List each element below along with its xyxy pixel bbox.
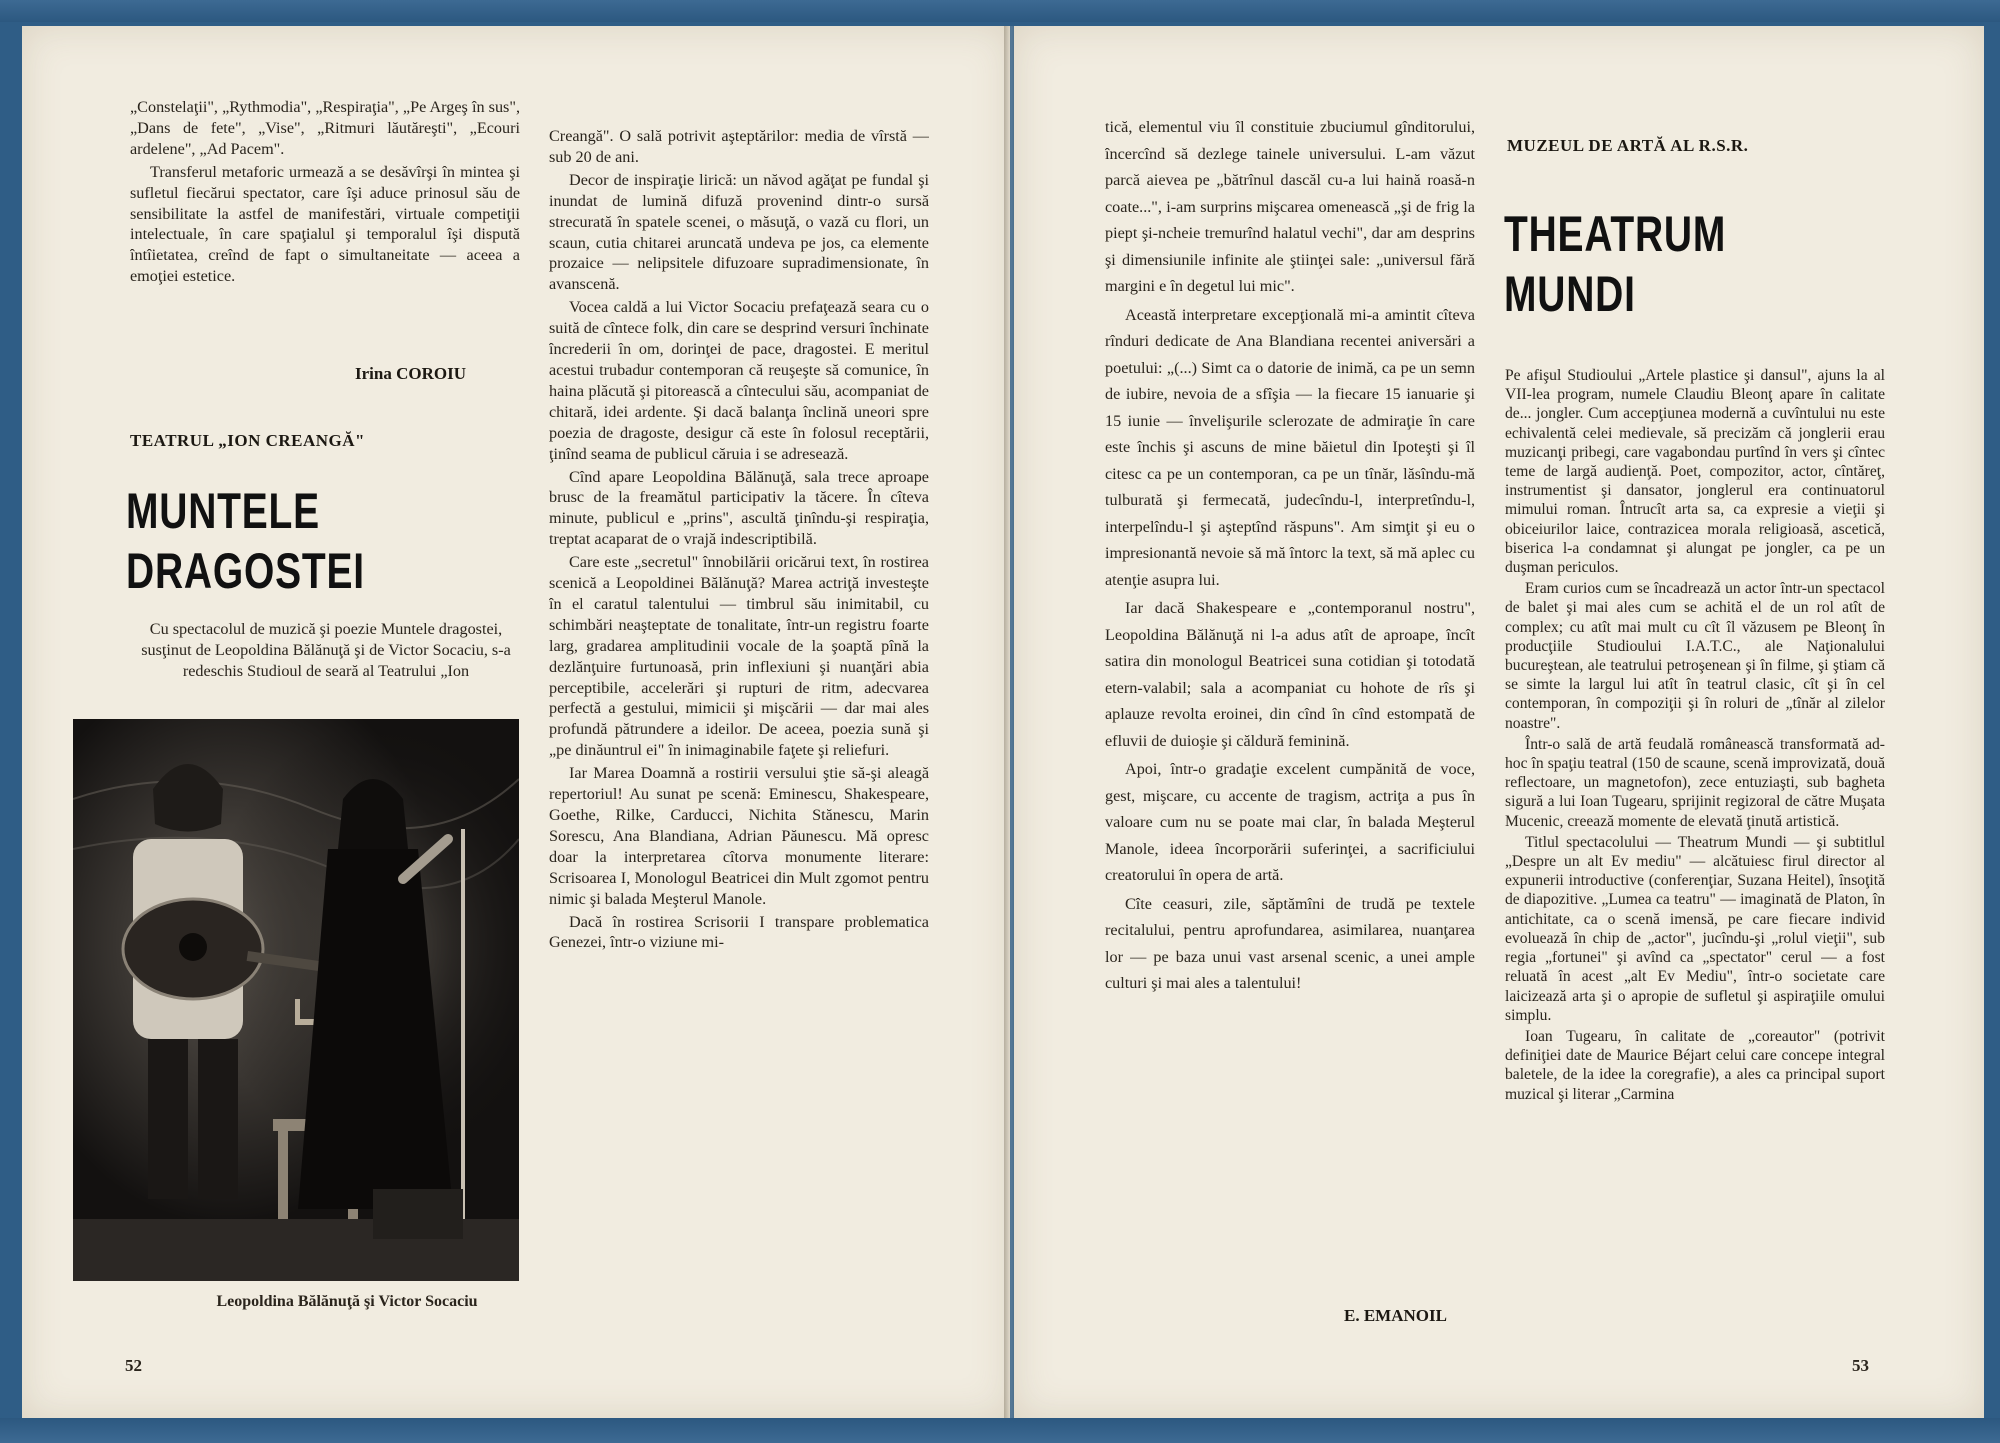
article-title-line1: THEATRUM: [1504, 206, 1727, 262]
cover-edge-bottom: [0, 1418, 2000, 1443]
paragraph: Pe afişul Studioului „Artele plastice şi dansul", ajuns la al VII-lea program, numele Claudiu Bleonţ apare în calitate de... jongler. Cum accepţiunea modernă a cuvîntului nu este echivalentă celei medievale, să precizăm că jonglerii erau muzicanţi pribegi, care vagabondau purtînd în vers şi cîntec teme de largă audienţă. Poet, compozitor, actor, cîntăreţ, instrumentist şi dansator, jonglerul era continuatorul mimului roman. Întrucît arta sa, ca expresie a vieţii şi obiceiurilor laice, contrazicea morala religioasă, ascetică, biserica l-a condamnat şi alungat pe jongler, ca pe un duşman periculos.: [1505, 367, 1885, 577]
right-col1-text: [1105, 114, 1475, 1264]
article-title-line2: DRAGOSTEI: [126, 543, 365, 599]
left-page: [22, 26, 1010, 1418]
paragraph: Această interpretare excepţională mi-a amintit cîteva rînduri dedicate de Ana Blandiana recentei aniversări a poetului: „(...) Simt ca o datorie de inimă, ca pe un semn de iubire, nevoia de a sfîşia — la fiecare 15 ianuarie şi 15 iunie — învelişurile sclerozate de admiraţie în care este închis şi ascuns de mine băietul din Ipoteşti şi îl citesc ca pe un contemporan, ca pe un tînăr, lăsîndu-mă tulburată şi fermecată, judecîndu-l, interpretîndu-l, interpelîndu-l şi aşteptînd răspuns". Am simţit şi eu o impresionantă nevoie să mă întorc la text, să mă aplec cu atenţie asupra lui.: [1105, 305, 1475, 589]
paragraph: Cu spectacolul de muzică şi poezie Muntele dragostei, susţinut de Leopoldina Bălănuţă şi de Victor Socaciu, s-a redeschis Studioul de seară al Teatrului „Ion: [141, 620, 511, 680]
paragraph: Cîte ceasuri, zile, săptămîni de trudă pe textele recitalului, pentru aprofundarea, asimilarea, nuanţarea lor — pe baza unui vast arsenal scenic, a unei ample culturi şi mai ales a talentului!: [1105, 894, 1475, 992]
paragraph: „Constelaţii", „Rythmodia", „Respiraţia", „Pe Argeş în sus", „Dans de fete", „Vise", „Ritmuri lăutăreşti", „Ecouri ardelene", „Ad Pacem".: [130, 98, 520, 158]
photo-caption: Leopoldina Bălănuţă şi Victor Socaciu: [216, 1293, 478, 1310]
paragraph: Vocea caldă a lui Victor Socaciu prefaţează seara cu o suită de cîntece folk, din care se desprind versuri închinate încrederii în om, dorinţei de pace, dragostei. E meritul acestui trubadur contemporan că reuşeşte să comunice, în haina plăcută şi pitorească a cîntecului său, acompaniat de chitară, idei ardente. Şi dacă balanţa înclină uneori spre poezia de dragoste, desigur că este în folosul receptării, ţinînd seama de publicul căruia i se adresează.: [549, 298, 929, 463]
paragraph: Decor de inspiraţie lirică: un năvod agăţat pe fundal şi inundat de lumină difuză provenind dintr-o sursă strecurată în spatele scenei, o măsuţă, o vază cu flori, un scaun, cutia chitarei aruncată undeva pe jos, ca elemente prozaice — nelipsitele difuzoare supradimensionate, în avanscenă.: [549, 170, 929, 294]
paragraph: Într-o sală de artă feudală românească transformată ad-hoc în spaţiu teatral (150 de scaune, scenă improvizată, două reflectoare, un magnetofon), zece entuziaşti, sub bagheta sigură a lui Ioan Tugearu, sprijinit regizoral de către Muşata Mucenic, creează momente de elevată ţinută artistică.: [1505, 735, 1885, 830]
paragraph: Iar Marea Doamnă a rostirii versului ştie să-şi aleagă repertoriul! Au sunat pe scenă: Eminescu, Shakespeare, Goethe, Rilke, Carducci, Nichita Stănescu, Marin Sorescu, Ana Blandiana, Adrian Păunescu. Mă opresc doar la interpretarea cîtorva monumente literare: Scrisoarea I, Monologul Beatricei din Mult zgomot pentru nimic şi balada Meşterul Manole.: [549, 764, 929, 908]
paragraph: Creangă". O sală potrivit aşteptărilor: media de vîrstă — sub 20 de ani.: [549, 127, 929, 166]
cover-edge-top: [0, 0, 2000, 22]
paragraph: Cînd apare Leopoldina Bălănuţă, sala trece aproape brusc de la freamătul participativ la tăcere. În cîteva minute, publicul e „prins", ascultă ţinîndu-şi respiraţia, treptat acaparat de o vrajă indescriptibilă.: [549, 467, 929, 549]
paragraph: Ioan Tugearu, în calitate de „coreautor" (potrivit definiţiei date de Maurice Béjart celui care concepe integral baletele, de la idee la coregrafie), a ales ca principal suport muzical şi literar „Carmina: [1505, 1027, 1885, 1103]
paragraph: tică, elementul viu îl constituie zbuciumul gînditorului, încercînd să dezlege tainele universului. L-am văzut parcă aievea pe „bătrînul dascăl cu-a lui haină roasă-n coate...", i-am surprins mişcarea omenească „şi de frig la piept şi-ncheie tremurînd halatul vechi", dar am desprins şi dimensiunile infinite ale ştiinţei sale: „universul fără margini e în degetul lui mic".: [1105, 118, 1475, 295]
article-title-line2: MUNDI: [1504, 266, 1636, 322]
left-col2-text: [549, 126, 929, 1316]
stage-photo-image: [73, 719, 519, 1281]
byline-irina-coroiu: Irina COROIU: [355, 364, 466, 383]
byline-e-emanoil: E. EMANOIL: [1344, 1306, 1447, 1325]
page-number-right: 53: [1852, 1356, 1869, 1375]
right-page: [1014, 26, 1984, 1418]
paragraph: Dacă în rostirea Scrisorii I transpare problematica Genezei, într-o viziune mi-: [549, 912, 929, 952]
paragraph: Apoi, într-o gradaţie excelent cumpănită de voce, gest, mişcare, cu accente de tragism, actriţa a pus în valoare cum nu se poate mai clar, în balada Meşterul Manole, ideea încorporării suferinţei, a sacrificiului creatorului în opera de artă.: [1105, 760, 1475, 884]
left-col1-top-text: [130, 97, 520, 357]
paragraph: Transferul metaforic urmează a se desăvîrşi în mintea şi sufletul fiecărui spectator, care îşi aduce prinosul său de sensibilitate la astfel de manifestări, virtuale competiţii intelectuale, în care spaţialul şi temporalul îşi dispută întîietatea, creînd de fapt o simultaneitate — aceea a emoţiei estetice.: [130, 162, 520, 286]
paragraph: Eram curios cum se încadrează un actor într-un spectacol de balet şi mai ales cum se achită el de un rol atît de complex; cu atît mai mult cu cît îl văzusem pe Bleonţ în producţiile Studioului I.A.T.C., ale Naţionalului bucureştean, ale teatrului petroşenean şi în filme, şi ştiam că se simte la largul lui atît în teatrul clasic, cît şi în cel contemporan, în compoziţii şi în roluri de „tînăr al zilelor noastre".: [1505, 580, 1885, 732]
section-head-teatrul: TEATRUL „ION CREANGĂ": [130, 431, 365, 450]
article-intro: [130, 619, 522, 705]
paragraph: Titlul spectacolului — Theatrum Mundi — şi subtitlul „Despre un alt Ev mediu" — alcătuiesc firul director al expunerii introductive (conferenţiar, Suzana Heitel), însoţită de diapozitive. „Lumea ca teatru" — imaginată de Platon, în antichitate, ca o scenă imensă, pe care fiecare individ evoluează în chip de „actor", jucîndu-şi „rolul vieţii", sub regia „fortunei" şi avînd ca „spectator" cerul — a fost reluată în acest „alt Ev Mediu", într-o societate care laicizează arta şi o apropie de sufletul şi aspiraţiile omului simplu.: [1505, 833, 1885, 1024]
right-col2-text: [1505, 366, 1885, 1326]
stage-photo: [73, 719, 519, 1281]
page-number-left: 52: [125, 1356, 142, 1375]
article-title-line1: MUNTELE: [126, 483, 320, 539]
paragraph: Iar dacă Shakespeare e „contemporanul nostru", Leopoldina Bălănuţă ni l-a adus atît de aproape, încît satira din monologul Beatricei suna cotidian şi totodată etern-valabil; sala a acompaniat cu hohote de rîs şi aplauze revolta eroinei, din cînd în cînd estompată de efluvii de duioşie şi căldură feminină.: [1105, 599, 1475, 750]
section-head-muzeul: MUZEUL DE ARTĂ AL R.S.R.: [1507, 136, 1749, 155]
paragraph: Care este „secretul" înnobilării oricărui text, în rostirea scenică a Leopoldinei Bălănuţă? Marea actriţă investeşte în el caratul talentului — timbrul său inimitabil, cu schimbări neaşteptate de tonalitate, într-un registru foarte larg, gradarea amplitudinii vocale de la şoaptă pînă la dezlănţuire furtunoasă, prin inflexiuni şi nuanţări abia perceptibile, accelerări şi rupturi de ritm, adecvarea perfectă a gestului, mimicii şi mişcării — dar mai ales profundă pătrundere a ideilor. De aceea, poezia sună şi „pe dinăuntrul ei" în inimaginabile faţete şi reliefuri.: [549, 553, 929, 760]
